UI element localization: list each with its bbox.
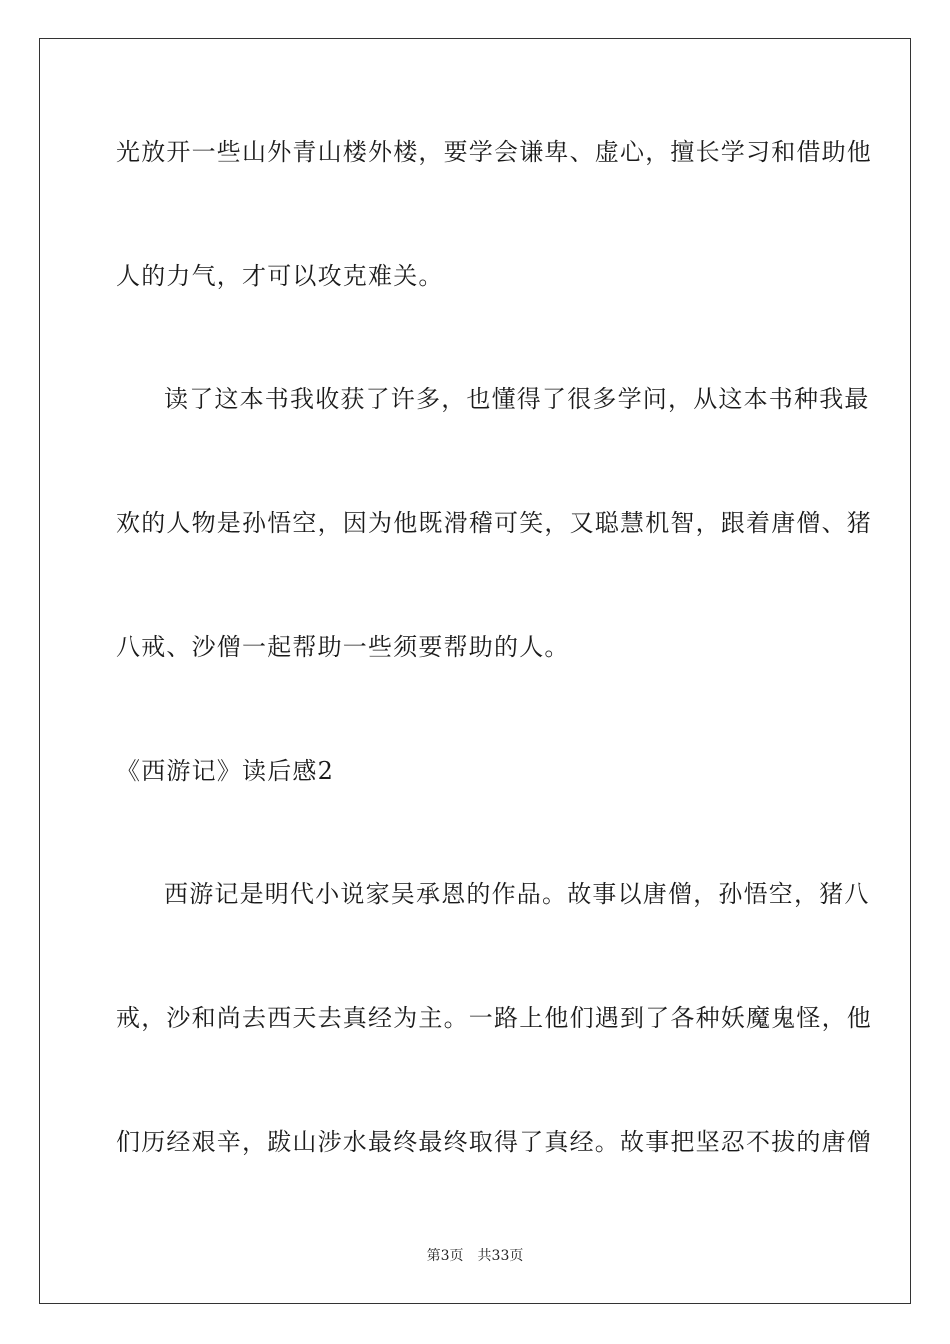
body-line-1: 光放开一些山外青山楼外楼，要学会谦卑、虚心，擅长学习和借助他 [116, 138, 872, 166]
body-line-2: 人的力气，才可以攻克难关。 [116, 262, 444, 290]
page-footer [0, 1246, 950, 1266]
body-line-8: 们历经艰辛，跋山涉水最终最终取得了真经。故事把坚忍不拔的唐僧 [116, 1128, 872, 1156]
body-line-7: 戒，沙和尚去西天去真经为主。一路上他们遇到了各种妖魔鬼怪，他 [116, 1004, 872, 1032]
current-page-number: 第3页 [426, 1248, 464, 1264]
body-line-6: 西游记是明代小说家吴承恩的作品。故事以唐僧，孙悟空，猪八 [164, 880, 870, 908]
body-line-4: 欢的人物是孙悟空，因为他既滑稽可笑，又聪慧机智，跟着唐僧、猪 [116, 509, 872, 537]
body-line-5: 八戒、沙僧一起帮助一些须要帮助的人。 [116, 633, 570, 661]
total-page-count: 共33页 [477, 1248, 524, 1264]
page-border [39, 38, 911, 1304]
section-heading: 《西游记》读后感2 [116, 757, 335, 785]
body-line-3: 读了这本书我收获了许多，也懂得了很多学问，从这本书种我最 [164, 385, 870, 413]
